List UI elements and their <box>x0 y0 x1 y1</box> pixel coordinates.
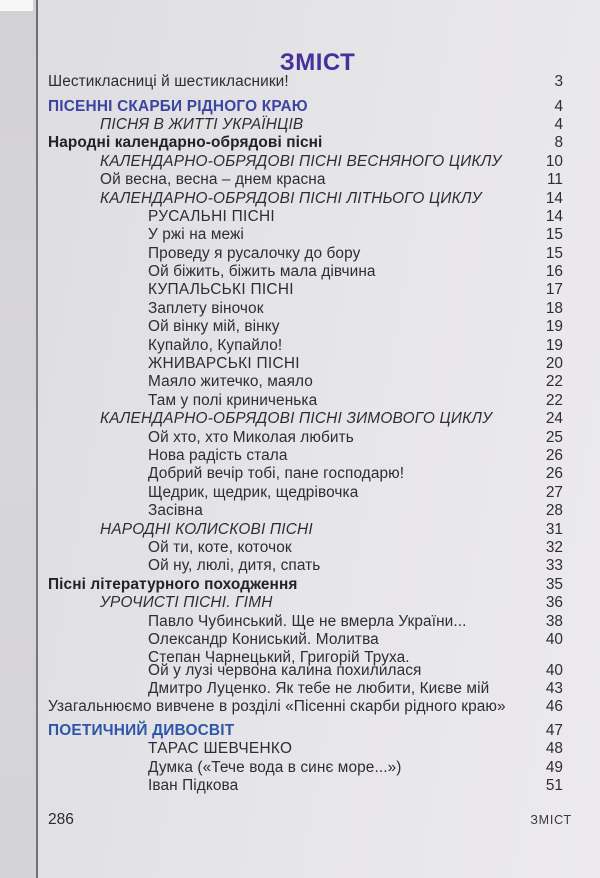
toc-entry <box>48 539 563 557</box>
toc-entry <box>48 662 563 680</box>
toc-entry-title: Павло Чубинський. Ще не вмерла України... <box>148 612 467 630</box>
toc-entry-title: Ой ти, коте, коточок <box>148 538 292 556</box>
toc-entry-title: Ой весна, весна – днем красна <box>100 171 326 189</box>
toc-entry <box>48 373 563 391</box>
toc-entry <box>48 134 563 152</box>
toc-entry <box>48 777 563 795</box>
toc-entry-page: 19 <box>545 318 563 336</box>
toc-entry-page: 16 <box>545 263 563 281</box>
toc-entry-title: КАЛЕНДАРНО-ОБРЯДОВІ ПІСНІ ЗИМОВОГО ЦИКЛУ <box>100 410 493 428</box>
toc-entry-title: Купайло, Купайло! <box>148 336 283 354</box>
toc-entry <box>48 392 563 410</box>
toc-entry-title: Ой у лузі червона калина похилилася <box>148 661 422 679</box>
toc-entry <box>48 73 563 91</box>
toc-entry-title: ПІСЕННІ СКАРБИ РІДНОГО КРАЮ <box>48 97 308 115</box>
toc-entry-page: 24 <box>545 410 563 428</box>
folio-number: 286 <box>48 811 74 828</box>
toc-entry-title: Проведу я русалочку до бору <box>148 244 361 262</box>
toc-entry <box>48 281 563 299</box>
toc-entry-title: Ой біжить, біжить мала дівчина <box>148 263 376 281</box>
toc-entry-page: 49 <box>545 758 563 776</box>
toc-entry-title: Ой хто, хто Миколая любить <box>148 428 354 446</box>
toc-entry-page: 4 <box>554 115 563 133</box>
toc-entry <box>48 116 563 134</box>
toc-entry-title: Шестикласниці й шестикласники! <box>48 73 289 91</box>
toc-entry-page: 15 <box>545 226 563 244</box>
toc-entry-title: КАЛЕНДАРНО-ОБРЯДОВІ ПІСНІ ЛІТНЬОГО ЦИКЛУ <box>100 189 482 207</box>
toc-entry-title: Дмитро Луценко. Як тебе не любити, Києве мій <box>148 680 490 698</box>
toc-entry-page: 46 <box>545 698 563 716</box>
toc-entry-title: Народні календарно-обрядові пісні <box>48 134 323 152</box>
toc-entry <box>48 97 563 115</box>
toc-entry <box>48 557 563 575</box>
toc-entry-page: 40 <box>545 661 563 679</box>
toc-entry-page: 36 <box>545 594 563 612</box>
toc-entry-page: 15 <box>545 244 563 262</box>
toc-entry-page: 20 <box>545 355 563 373</box>
toc-entry-page: 18 <box>545 299 563 317</box>
toc-entry-page: 14 <box>545 189 563 207</box>
toc-entry-page: 51 <box>545 777 563 795</box>
toc-entry-page: 32 <box>545 538 563 556</box>
toc-entry-page: 25 <box>545 428 563 446</box>
toc-entry-title: Степан Чарнецький, Григорій Труха. <box>148 649 410 667</box>
toc-entry <box>48 722 563 740</box>
toc-entry <box>48 631 563 649</box>
toc-entry-title: РУСАЛЬНІ ПІСНІ <box>148 207 275 225</box>
toc-entry-title: ПОЕТИЧНИЙ ДИВОСВІТ <box>48 721 235 739</box>
toc-entry-title: КУПАЛЬСЬКІ ПІСНІ <box>148 281 294 299</box>
page-title: ЗМІСТ <box>279 49 356 77</box>
toc-entry <box>48 740 563 758</box>
toc-entry <box>48 153 563 171</box>
toc-entry-page: 28 <box>545 502 563 520</box>
toc-entry-page: 33 <box>545 557 563 575</box>
toc-entry-page: 47 <box>545 721 563 739</box>
toc-entry-page: 22 <box>545 391 563 409</box>
toc-entry-page: 26 <box>545 447 563 464</box>
page-corner-notch <box>0 0 33 11</box>
toc-entry-title: Засівна <box>148 502 203 520</box>
toc-entry <box>48 171 563 189</box>
toc-entry-page: 3 <box>554 73 563 91</box>
toc-entry-page: 8 <box>554 134 563 152</box>
toc-entry-page: 19 <box>545 336 563 354</box>
toc-entry-page: 43 <box>545 680 563 698</box>
toc-entry-page: 27 <box>545 483 563 501</box>
toc-entry <box>48 208 563 226</box>
toc-entry <box>48 465 563 483</box>
toc-list <box>48 73 563 795</box>
toc-entry-title: КАЛЕНДАРНО-ОБРЯДОВІ ПІСНІ ВЕСНЯНОГО ЦИКЛУ <box>100 152 502 170</box>
toc-entry-title: ТАРАС ШЕВЧЕНКО <box>148 740 293 758</box>
gutter-divider-line <box>36 0 38 878</box>
toc-entry-title: Нова радість стала <box>148 447 288 464</box>
toc-entry-page: 11 <box>547 171 563 189</box>
toc-entry <box>48 245 563 263</box>
toc-entry <box>48 484 563 502</box>
toc-entry-title: Добрий вечір тобі, пане господарю! <box>148 465 405 483</box>
toc-entry <box>48 758 563 776</box>
running-title: ЗМІСТ <box>530 813 572 827</box>
toc-entry <box>48 576 563 594</box>
toc-entry-title: НАРОДНІ КОЛИСКОВІ ПІСНІ <box>100 520 313 538</box>
toc-entry-title: Узагальнюємо вивчене в розділі «Пісенні скарби рідного краю» <box>48 698 506 716</box>
toc-entry-page: 26 <box>545 465 563 483</box>
toc-entry <box>48 447 563 465</box>
toc-entry <box>48 698 563 716</box>
toc-entry-title: Ой вінку мій, вінку <box>148 318 280 336</box>
toc-entry-page: 14 <box>545 207 563 225</box>
toc-entry-page: 40 <box>545 630 563 648</box>
toc-entry <box>48 318 563 336</box>
toc-entry <box>48 355 563 373</box>
toc-entry-title: Олександр Кониський. Молитва <box>148 630 379 648</box>
toc-entry-page: 10 <box>545 152 563 170</box>
toc-entry <box>48 428 563 446</box>
toc-entry-title: Там у полі криниченька <box>148 391 318 409</box>
toc-entry-page: 48 <box>545 740 563 758</box>
toc-entry <box>48 189 563 207</box>
toc-entry <box>48 410 563 428</box>
toc-entry <box>48 612 563 630</box>
toc-entry <box>48 226 563 244</box>
toc-entry <box>48 502 563 520</box>
toc-entry <box>48 336 563 354</box>
toc-entry-title: Пісні літературного походження <box>48 575 298 593</box>
toc-entry <box>48 300 563 318</box>
toc-entry-page: 17 <box>545 281 563 299</box>
toc-entry-title: ПІСНЯ В ЖИТТІ УКРАЇНЦІВ <box>100 115 304 133</box>
toc-entry-title: Думка («Тече вода в синє море...») <box>148 758 402 776</box>
toc-entry-page: 4 <box>554 97 563 115</box>
toc-entry <box>48 594 563 612</box>
toc-entry-title: ЖНИВАРСЬКІ ПІСНІ <box>148 355 300 373</box>
toc-entry-page: 35 <box>545 575 563 593</box>
toc-entry-title: У ржі на межі <box>148 226 244 244</box>
toc-entry <box>48 680 563 698</box>
toc-entry-page: 31 <box>545 520 563 538</box>
toc-entry-title: Заплету віночок <box>148 299 264 317</box>
toc-entry-title: Щедрик, щедрик, щедрівочка <box>148 483 359 501</box>
page-footer <box>48 811 572 829</box>
toc-entry-title: Маяло житечко, маяло <box>148 373 313 391</box>
toc-entry <box>48 520 563 538</box>
toc-entry-page: 38 <box>545 612 563 630</box>
toc-entry-title: УРОЧИСТІ ПІСНІ. ГІМН <box>100 594 273 612</box>
toc-entry-title: Ой ну, люлі, дитя, спать <box>148 557 321 575</box>
toc-entry-page: 22 <box>545 373 563 391</box>
toc-entry <box>48 263 563 281</box>
book-gutter-edge <box>0 0 36 878</box>
toc-entry-title: Іван Підкова <box>148 777 239 795</box>
